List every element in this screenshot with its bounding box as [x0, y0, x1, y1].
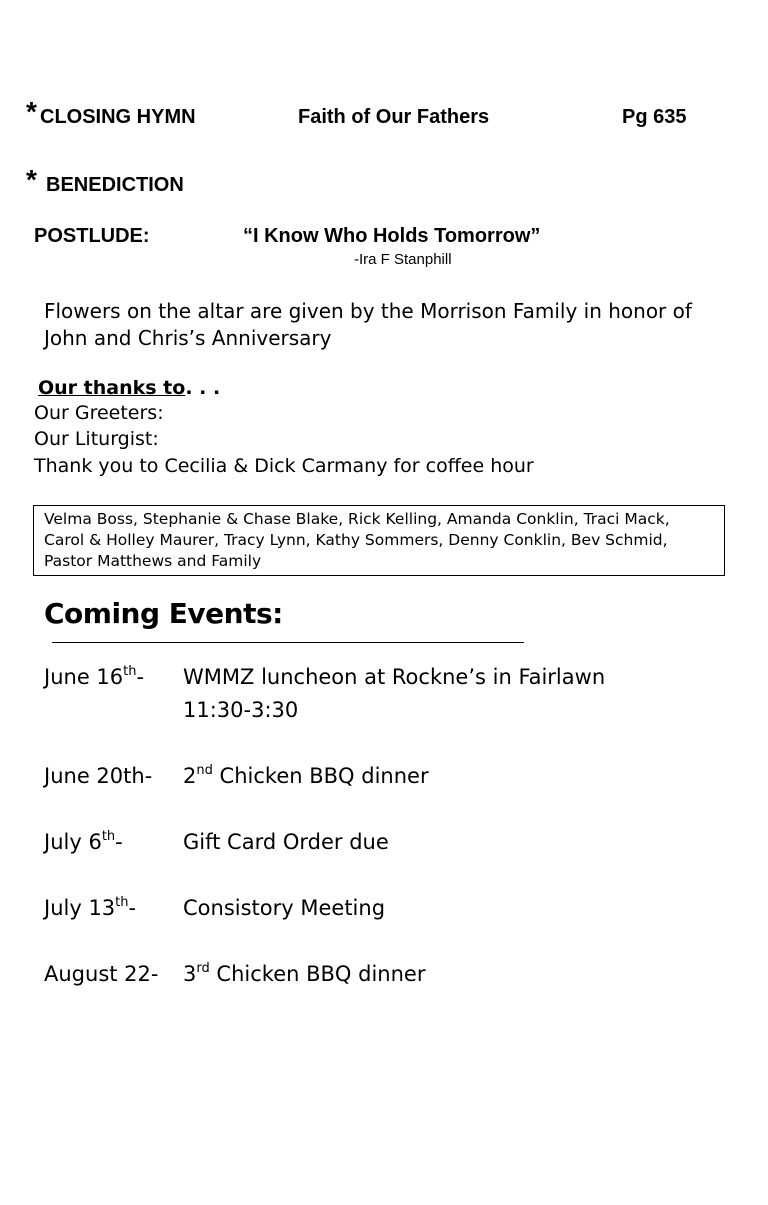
thanks-heading — [38, 377, 220, 399]
event-description: Gift Card Order due — [183, 830, 389, 854]
event-description-text: Chicken BBQ dinner — [212, 764, 429, 788]
thanks-heading-underlined: Our thanks to — [38, 377, 186, 399]
event-date — [44, 665, 144, 689]
event-description — [183, 764, 429, 788]
event-date-sup: th — [115, 895, 129, 910]
event-date: June 20th- — [44, 764, 153, 788]
flowers-notice: Flowers on the altar are given by the Morrison Family in honor of John and Chris’s Anniversary — [44, 299, 692, 350]
thanks-liturgist: Our Liturgist: — [34, 428, 159, 450]
closing-hymn-title: Faith of Our Fathers — [298, 106, 490, 128]
event-description-text: Chicken BBQ dinner — [209, 962, 426, 986]
event-date-sup: th — [123, 664, 137, 679]
thanks-greeters: Our Greeters: — [34, 402, 164, 424]
event-date — [44, 830, 123, 854]
event-description — [183, 962, 425, 986]
event-description-line2: 11:30-3:30 — [183, 698, 299, 722]
thanks-heading-ellipsis: . . . — [185, 377, 221, 399]
benediction-label: BENEDICTION — [46, 174, 184, 196]
postlude-label: POSTLUDE: — [34, 225, 150, 247]
event-ordinal: 3 — [183, 962, 197, 986]
event-date-suffix: - — [115, 830, 123, 854]
event-date-text: July 13 — [44, 896, 116, 920]
coming-events-divider — [52, 642, 524, 643]
closing-hymn-row — [26, 96, 706, 136]
closing-hymn-asterisk: * — [26, 96, 37, 127]
prayer-list-box: Velma Boss, Stephanie & Chase Blake, Rick Kelling, Amanda Conklin, Traci Mack, Carol & Holley Maurer, Tracy Lynn, Kathy Sommers, Denny Conklin, Bev Schmid, Pastor Matthews and Family — [33, 505, 725, 576]
event-date-suffix: - — [136, 665, 145, 689]
event-description: WMMZ luncheon at Rockne’s in Fairlawn — [183, 665, 606, 689]
event-date-suffix: - — [128, 896, 137, 920]
postlude-author: -Ira F Stanphill — [354, 251, 452, 268]
event-ordinal-sup: nd — [196, 763, 213, 778]
coming-events-heading: Coming Events: — [44, 597, 283, 630]
closing-hymn-page: Pg 635 — [622, 106, 687, 128]
event-date: August 22- — [44, 962, 159, 986]
event-date-sup: th — [101, 829, 116, 844]
event-date-text: June 16 — [44, 665, 124, 689]
closing-hymn-label: CLOSING HYMN — [40, 106, 196, 128]
event-ordinal: 2 — [183, 764, 197, 788]
postlude-title: “I Know Who Holds Tomorrow” — [243, 225, 541, 247]
event-description: Consistory Meeting — [183, 896, 386, 920]
event-date-text: July 6 — [44, 830, 102, 854]
event-ordinal-sup: rd — [196, 961, 210, 976]
event-date — [44, 896, 136, 920]
benediction-asterisk: * — [26, 164, 37, 195]
thanks-coffee-hour: Thank you to Cecilia & Dick Carmany for coffee hour — [34, 455, 534, 477]
